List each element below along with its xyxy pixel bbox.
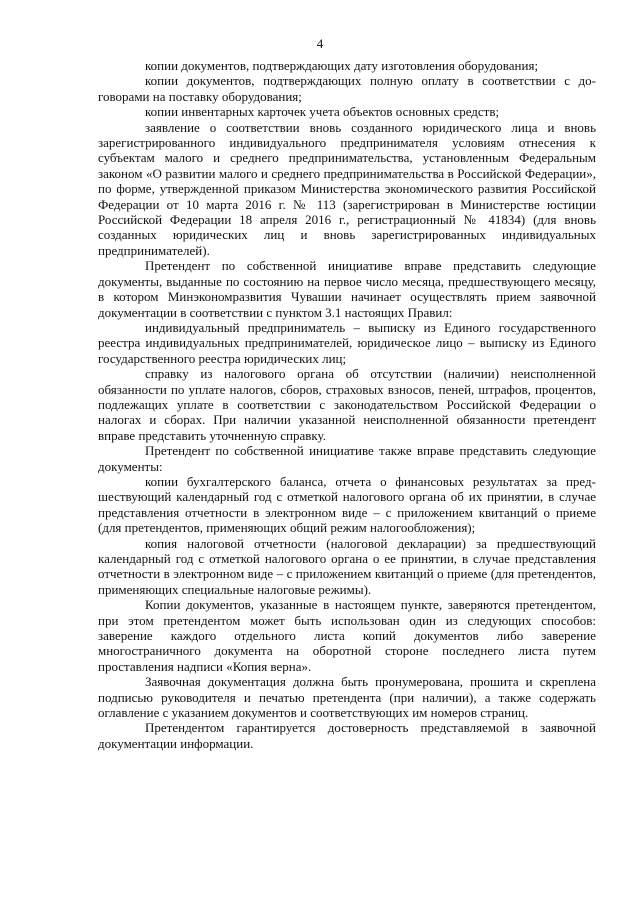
body-text bbox=[98, 58, 596, 751]
paragraph: копии документов, подтверждающих полную оплату в соответствии с договорами на поставку оборудования; bbox=[98, 73, 596, 104]
paragraph: копии инвентарных карточек учета объектов основных средств; bbox=[145, 104, 500, 120]
paragraph: заявление о соответствии вновь созданного юридического лица и вновь зарегистрированного индивидуального предпринимателя условиям отнесения к субъектам малого и среднего предпринимательства, установленным Федеральным законом «О развитии малого и среднего предпринимательства в Российской Федерации», по форме, утвержденной приказом Министерства экономического развития Российской Федерации от 10 марта 2016 г. № 113 (зарегистрирован в Министерстве юстиции Российской Федерации 18 апреля 2016 г., регистрационный № 41834) (для вновь созданных юридических лиц и вновь зарегистрированных индивидуальных предпринимателей). bbox=[98, 119, 596, 258]
paragraph: Копии документов, указанные в настоящем пункте, заверяются претендентом, при этом претендентом может быть использован один из следующих способов: заверение каждого отдельного листа копий документов либо заверение многостраничного документа на оборотной стороне последнего листа путем проставления надписи «Копия верна». bbox=[98, 597, 596, 674]
paragraph: индивидуальный предприниматель – выписку из Единого государственного реестра индивидуальных предпринимателей, юридическое лицо – выписку из Единого государственного реестра юридических лиц; bbox=[98, 319, 596, 366]
page-number: 4 bbox=[316, 36, 324, 51]
paragraph: копии документов, подтверждающих дату изготовления оборудования; bbox=[145, 58, 539, 73]
paragraph: Заявочная документация должна быть пронумерована, прошита и скреплена подписью руководителя и печатью претендента (при наличии), а также содержать оглавление с указанием документов и соответствующих им номеров страниц. bbox=[98, 674, 596, 721]
paragraph: копия налоговой отчетности (налоговой декларации) за предшествующий календарный год с отметкой налогового органа о ее принятии, в случае представления отчетности в электронном виде – с приложением квитанций о приеме (для претендентов, применяющих специальные налоговые режимы). bbox=[98, 535, 596, 597]
paragraph: копии бухгалтерского баланса, отчета о финансовых результатах за предшествующий календарный год с отметкой налогового органа об их принятии, в случае представления отчетности в электронном виде – с приложением квитанций о приеме (для претендентов, применяющих общий режим налогообложения); bbox=[98, 473, 596, 536]
paragraph: Претендентом гарантируется достоверность представляемой в заявочной документации информации. bbox=[98, 720, 596, 751]
paragraph: Претендент по собственной инициативе также вправе представить следующие документы: bbox=[98, 443, 596, 474]
paragraph: справку из налогового органа об отсутствии (наличии) неисполненной обязанности по уплате налогов, сборов, страховых взносов, пеней, штрафов, процентов, подлежащих уплате в соответствии с законодательством Российской Федерации о налогах и сборах. При наличии указанной неисполненной обязанности претендент вправе представить уточненную справку. bbox=[98, 366, 596, 443]
paragraph: Претендент по собственной инициативе вправе представить следующие документы, выданные по состоянию на первое число месяца, предшествующего месяцу, в котором Минэкономразвития Чувашии начинает осуществлять прием заявочной документации в соответствии с пунктом 3.1 настоящих Правил: bbox=[98, 258, 596, 320]
